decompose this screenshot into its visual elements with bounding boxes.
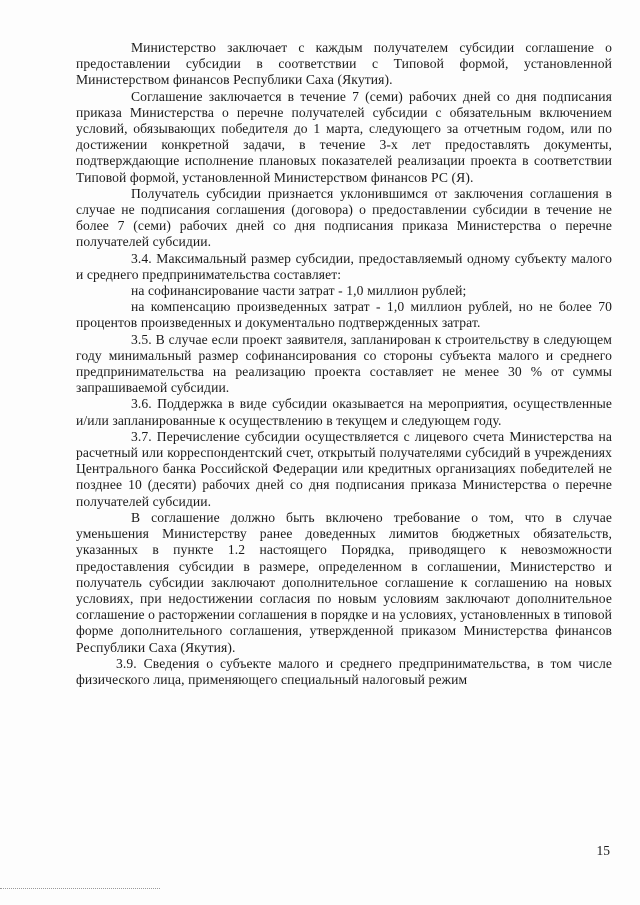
- paragraph-agreement-term: Соглашение заключается в течение 7 (семи) рабочих дней со дня подписания приказа Министерства о перечне получателей субсидии с обязательным включением условий, обязывающих победителя до 1 марта, следующего за отчетным годом, или по достижении конкретной задачи, в течение 3-х лет предоставлять документы, подтверждающие исполнение плановых показателей реализации проекта в соответствии Типовой формой, установленной Министерством финансов РС (Я).: [76, 88, 612, 185]
- paragraph-agreement-conclusion: Министерство заключает с каждым получателем субсидии соглашение о предоставлении субсидии в соответствии с Типовой формой, установленной Министерством финансов Республики Саха (Якутия).: [76, 40, 612, 88]
- paragraph-3-5: 3.5. В случае если проект заявителя, запланирован к строительству в следующем году минимальный размер софинансирования со стороны субъекта малого и среднего предпринимательства на реализацию проекта составляет не менее 30 % от суммы запрашиваемой субсидии.: [76, 331, 612, 396]
- paragraph-compensation: на компенсацию произведенных затрат - 1,0 миллион рублей, но не более 70 процентов произведенных и документально подтвержденных затрат.: [76, 299, 612, 331]
- paragraph-3-7: 3.7. Перечисление субсидии осуществляется с лицевого счета Министерства на расчетный или корреспондентский счет, открытый получателями субсидий в учреждениях Центрального банка Российской Федерации или кредитных организациях победителей не позднее 10 (десяти) рабочих дней со дня подписания приказа Министерства о перечне получателей субсидии.: [76, 428, 612, 509]
- paragraph-cofinancing: на софинансирование части затрат - 1,0 миллион рублей;: [131, 283, 467, 299]
- paragraph-3-4: 3.4. Максимальный размер субсидии, предоставляемый одному субъекту малого и среднего предпринимательства составляет:: [76, 250, 612, 282]
- paragraph-recipient-evasion: Получатель субсидии признается уклонившимся от заключения соглашения в случае не подписания соглашения (договора) о предоставлении субсидии в течение не более 7 (семи) рабочих дней со дня подписания приказа Министерства о перечне получателей субсидии.: [76, 185, 612, 250]
- paragraph-3-6: 3.6. Поддержка в виде субсидии оказывается на мероприятия, осуществленные и/или запланированные к осуществлению в текущем и следующем году.: [76, 396, 612, 428]
- page-number: 15: [596, 843, 610, 858]
- scan-artifact-line: [0, 888, 160, 889]
- paragraph-agreement-requirement: В соглашение должно быть включено требование о том, что в случае уменьшения Министерству ранее доведенных лимитов бюджетных обязательств, указанных в пункте 1.2 настоящего Порядка, приводящего к невозможности предоставления субсидии в размере, определенном в соглашении, Министерство и получатель субсидии заключают дополнительное соглашение к соглашению на новых условиях, при недостижении согласия по новым условиям заключают дополнительное соглашение о расторжении соглашения в порядке и на условиях, установленных в типовой форме дополнительного соглашения, утвержденной приказом Министерства финансов Республики Саха (Якутия).: [76, 509, 612, 655]
- paragraph-3-9: 3.9. Сведения о субъекте малого и среднего предпринимательства, в том числе физического лица, применяющего специальный налоговый режим: [76, 655, 612, 687]
- document-body: [76, 40, 612, 688]
